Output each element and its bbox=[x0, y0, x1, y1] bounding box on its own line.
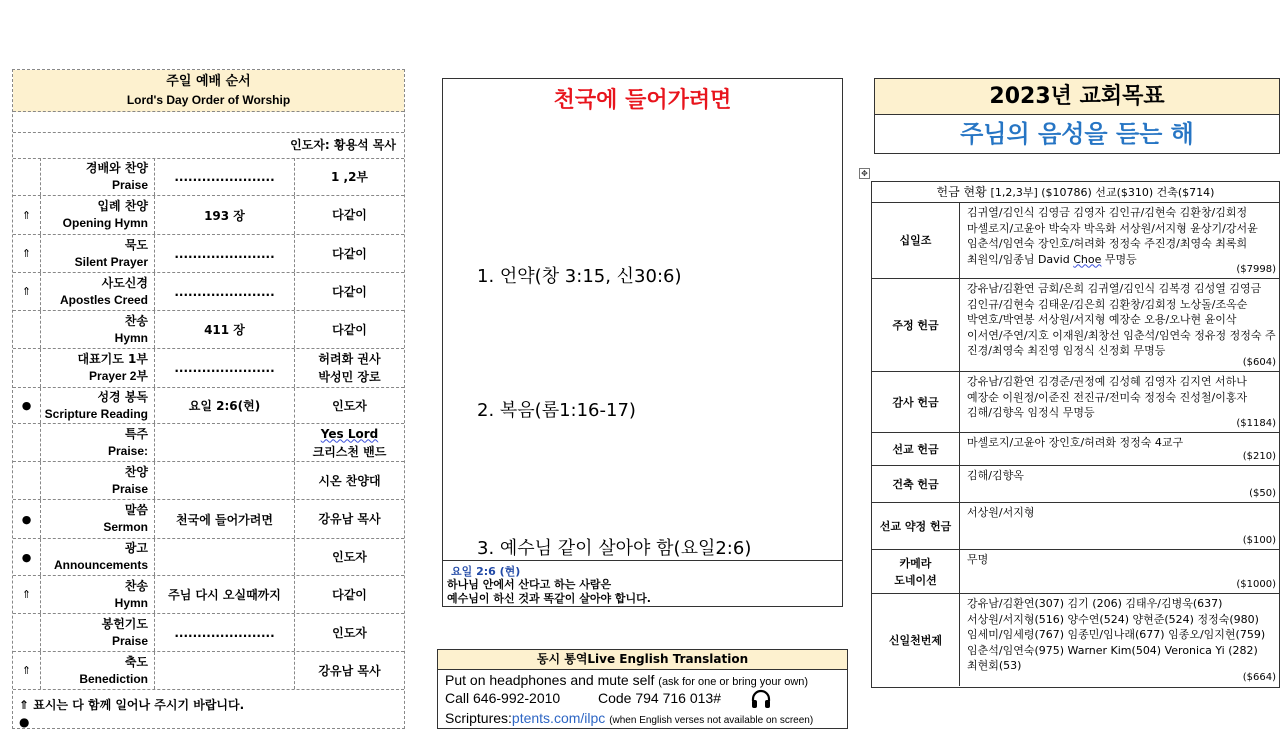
worship-row bbox=[13, 539, 404, 576]
donor-line: 강유남/김환연(307) 김기 (206) 김태우/김병욱(637) bbox=[967, 597, 1223, 610]
worship-item-leader bbox=[295, 235, 404, 272]
worship-item-detail bbox=[155, 462, 295, 499]
worship-item-leader-1: 인도자 bbox=[332, 398, 367, 413]
offering-donors bbox=[960, 279, 1279, 371]
worship-item-leader bbox=[295, 349, 404, 387]
offering-header bbox=[872, 182, 1279, 203]
offering-category-label: 십일조 bbox=[899, 234, 932, 247]
donor-line: 임춘석/임연숙(975) Warner Kim(504) Veronica Yi (282) bbox=[967, 643, 1258, 657]
worship-item-leader bbox=[295, 614, 404, 651]
worship-item-detail: 요일 2:6(현) bbox=[155, 388, 295, 423]
worship-item-leader-2: 박성민 장로 bbox=[318, 370, 381, 384]
worship-item-name bbox=[41, 158, 155, 195]
empty-icon-cell bbox=[13, 349, 41, 387]
worship-item-name bbox=[41, 614, 155, 651]
worship-item-name bbox=[41, 462, 155, 499]
offering-amount: ($100) bbox=[1242, 534, 1276, 546]
worship-item-name-en: Hymn bbox=[114, 330, 148, 345]
donor-line: 최원익/임종님 David Choe 무명등 bbox=[967, 252, 1137, 266]
church-goal-box bbox=[874, 78, 1280, 154]
offering-category bbox=[872, 433, 960, 465]
worship-item-name-en: Apostles Creed bbox=[59, 292, 148, 307]
donor-line: 마셀로지/고윤아 장인호/허려화 정정숙 4교구 bbox=[967, 436, 1184, 449]
sermon-point-1: 1. 언약(창 3:15, 신30:6) bbox=[477, 266, 682, 287]
worship-item-name bbox=[41, 424, 155, 461]
donor-line: 박연호/박연봉 서상원/서지형 예장순 오용/오나현 윤이삭 bbox=[967, 313, 1237, 326]
worship-item-leader-1: 허려화 권사 bbox=[318, 352, 381, 366]
sermon-point-2: 2. 복음(롬1:16-17) bbox=[477, 400, 636, 421]
translation-box bbox=[437, 649, 848, 729]
worship-row bbox=[13, 349, 404, 388]
donor-line: 김인규/김현숙 김태운/김은희 김환창/김회정 노상돌/조옥순 bbox=[967, 297, 1248, 311]
offering-category-label: 감사 헌금 bbox=[892, 395, 939, 409]
offering-amount: ($1000) bbox=[1236, 578, 1276, 590]
offering-row bbox=[872, 503, 1279, 550]
order-of-worship-table bbox=[12, 69, 405, 729]
offering-row bbox=[872, 203, 1279, 279]
empty-icon-cell bbox=[13, 462, 41, 499]
worship-row bbox=[13, 311, 404, 349]
worship-row bbox=[13, 158, 404, 196]
worship-item-leader-1: 다같이 bbox=[332, 587, 367, 602]
empty-icon-cell bbox=[13, 614, 41, 651]
worship-item-name bbox=[41, 311, 155, 348]
worship-item-leader bbox=[295, 576, 404, 613]
worship-item-name-en: Praise bbox=[111, 481, 148, 496]
worship-item-name-ko: 묵도 bbox=[124, 237, 148, 252]
worship-item-leader-1: 시온 찬양대 bbox=[318, 473, 381, 488]
worship-item-name-ko: 사도신경 bbox=[101, 275, 148, 290]
worship-title-ko: 주일 예배 순서 bbox=[166, 74, 251, 89]
worship-item-name-en: Silent Prayer bbox=[74, 254, 148, 269]
translation-instruction bbox=[445, 672, 808, 688]
offering-category-label: 카메라 bbox=[899, 556, 932, 570]
worship-item-detail: 193 장 bbox=[155, 196, 295, 234]
call-code: Code 794 716 013# bbox=[597, 690, 721, 706]
donor-line: 무명 bbox=[967, 553, 989, 566]
worship-item-name-en: Sermon bbox=[103, 520, 148, 534]
worship-row bbox=[13, 196, 404, 235]
offering-header-summary: [1,2,3부] ($10786) 선교($310) 건축($714) bbox=[990, 186, 1215, 199]
donor-line: 임세미/임세령(767) 임종민/임나래(677) 임종오/임지현(759) bbox=[967, 628, 1266, 641]
worship-leader: 인도자: 황용석 목사 bbox=[13, 133, 404, 159]
worship-item-name-en: Hymn bbox=[114, 595, 148, 610]
worship-item-name bbox=[41, 500, 155, 538]
goal-motto: 주님의 음성을 듣는 해 bbox=[960, 120, 1194, 148]
worship-item-name-ko: 봉헌기도 bbox=[101, 616, 148, 631]
offering-amount: ($604) bbox=[1242, 356, 1276, 368]
worship-item-name-en: Opening Hymn bbox=[62, 216, 148, 230]
offering-category bbox=[872, 503, 960, 549]
donor-line: 임춘석/임연숙 장인호/허려화 정정숙 주진경/최영숙 최록희 bbox=[967, 237, 1248, 250]
worship-item-leader bbox=[295, 311, 404, 348]
donor-line: 김귀열/김인식 김영금 김영자 김인규/김현숙 김환창/김회정 bbox=[967, 206, 1248, 219]
worship-item-leader-1: 다같이 bbox=[332, 322, 367, 337]
worship-item-leader-2: 크리스천 밴드 bbox=[312, 444, 387, 459]
offering-category bbox=[872, 466, 960, 502]
worship-item-detail: ...................... bbox=[155, 235, 295, 272]
offering-donors bbox=[960, 594, 1279, 686]
donor-line: 진경/최영숙 최진영 임정식 신정회 무명등 bbox=[967, 344, 1166, 357]
worship-item-name bbox=[41, 235, 155, 272]
offering-donors bbox=[960, 466, 1279, 502]
scriptures-note: (when English verses not available on screen) bbox=[609, 715, 814, 726]
sermon-point-3: 3. 예수님 같이 살아야 함(요일2:6) bbox=[477, 538, 752, 559]
worship-item-leader bbox=[295, 388, 404, 423]
worship-item-name-en: Announcements bbox=[53, 558, 148, 572]
offering-row bbox=[872, 466, 1279, 503]
worship-blank-row bbox=[13, 112, 404, 133]
worship-item-leader bbox=[295, 500, 404, 538]
donor-line: 김해/김향옥 bbox=[967, 469, 1024, 482]
worship-item-name-en: Prayer 2부 bbox=[89, 369, 148, 383]
worship-item-detail bbox=[155, 652, 295, 689]
headphones-icon: ● bbox=[13, 539, 41, 575]
worship-item-name-ko: 입례 찬양 bbox=[97, 199, 148, 213]
worship-item-name-ko: 광고 bbox=[124, 541, 148, 555]
worship-item-name-ko: 말씀 bbox=[124, 503, 148, 517]
worship-item-detail: 천국에 들어가려면 bbox=[155, 500, 295, 538]
empty-icon-cell bbox=[13, 158, 41, 195]
worship-item-name-ko: 찬송 bbox=[124, 578, 148, 593]
worship-item-leader-1: 인도자 bbox=[332, 550, 367, 564]
worship-item-name bbox=[41, 349, 155, 387]
instruction-note: (ask for one or bring your own) bbox=[658, 676, 809, 688]
offering-row bbox=[872, 594, 1279, 686]
worship-item-leader-1: 강유남 목사 bbox=[318, 512, 381, 526]
verse-line-2: 예수님이 하신 것과 똑같이 살아야 합니다. bbox=[447, 592, 651, 605]
worship-footnote bbox=[19, 696, 244, 713]
worship-item-name-ko: 특주 bbox=[124, 426, 148, 441]
worship-item-name bbox=[41, 273, 155, 310]
donor-line: 강유남/김환연 김경준/권정예 김성혜 김영자 김지연 서하나 bbox=[967, 375, 1247, 388]
worship-item-name-ko: 찬양 bbox=[124, 464, 148, 479]
offering-category-label: 선교 약정 헌금 bbox=[879, 519, 952, 533]
donor-line: 김해/김향옥 임정식 무명등 bbox=[967, 406, 1095, 419]
offering-row bbox=[872, 550, 1279, 594]
offering-row bbox=[872, 433, 1279, 466]
call-number: Call 646-992-2010 bbox=[445, 690, 561, 706]
offering-amount: ($7998) bbox=[1236, 263, 1276, 275]
offering-amount: ($210) bbox=[1242, 450, 1276, 462]
worship-footnote-cut bbox=[19, 715, 29, 729]
worship-row bbox=[13, 500, 404, 539]
worship-item-leader-1: 다같이 bbox=[332, 284, 367, 299]
offering-amount: ($1184) bbox=[1236, 417, 1276, 429]
footnote-text: 표시는 다 함께 일어나 주시기 바랍니다. bbox=[33, 698, 245, 712]
worship-item-leader bbox=[295, 196, 404, 234]
offering-donors bbox=[960, 433, 1279, 465]
worship-item-leader bbox=[295, 158, 404, 195]
donor-line: 마셀로지/고윤아 박숙자 박옥화 서상원/서지형 윤상기/강서윤 bbox=[967, 221, 1258, 235]
worship-item-detail bbox=[155, 424, 295, 461]
offering-category bbox=[872, 594, 960, 686]
worship-item-name-ko: 축도 bbox=[124, 654, 148, 669]
worship-item-detail: 411 장 bbox=[155, 311, 295, 348]
offering-header-title: 헌금 현황 bbox=[936, 185, 987, 199]
headphones-icon: ● bbox=[13, 500, 41, 538]
worship-row bbox=[13, 424, 404, 462]
empty-icon-cell bbox=[13, 311, 41, 348]
offering-donors bbox=[960, 550, 1279, 593]
worship-item-leader bbox=[295, 273, 404, 310]
headphones-icon: ● bbox=[19, 715, 30, 729]
worship-item-name-en: Benediction bbox=[79, 671, 148, 686]
donor-line: 서상원/서지형(516) 양수연(524) 양현준(524) 정정숙(980) bbox=[967, 612, 1259, 626]
worship-item-name-en: Praise: bbox=[107, 443, 148, 458]
worship-item-leader-1: 1 ,2부 bbox=[330, 169, 369, 184]
translation-call bbox=[445, 690, 721, 706]
worship-item-name bbox=[41, 652, 155, 689]
worship-item-name bbox=[41, 196, 155, 234]
scriptures-label: Scriptures: bbox=[445, 710, 512, 726]
offering-category bbox=[872, 203, 960, 278]
worship-row bbox=[13, 235, 404, 273]
worship-row bbox=[13, 462, 404, 500]
verse-divider bbox=[443, 560, 842, 561]
worship-item-name bbox=[41, 388, 155, 423]
worship-item-name-ko: 대표기도 1부 bbox=[77, 352, 148, 366]
worship-item-leader bbox=[295, 652, 404, 689]
standing-icon: ⇑ bbox=[19, 698, 30, 712]
headphones-icon: ● bbox=[13, 388, 41, 423]
translation-scriptures bbox=[445, 710, 813, 726]
stand-up-icon: ⇑ bbox=[13, 652, 41, 689]
worship-item-name-ko: 찬송 bbox=[124, 313, 148, 328]
worship-item-detail: 주님 다시 오실때까지 bbox=[155, 576, 295, 613]
offering-row bbox=[872, 279, 1279, 372]
worship-item-leader-1: 강유남 목사 bbox=[318, 663, 381, 678]
worship-row bbox=[13, 652, 404, 690]
empty-icon-cell bbox=[13, 424, 41, 461]
sermon-panel bbox=[442, 78, 843, 607]
translation-header: 동시 통역Live English Translation bbox=[438, 650, 847, 670]
worship-item-name bbox=[41, 576, 155, 613]
donor-line: 강유남/김환연 금회/은희 김귀열/김인식 김복경 김성열 김영금 bbox=[967, 282, 1262, 295]
instruction-text: Put on headphones and mute self bbox=[445, 672, 655, 688]
offering-donors bbox=[960, 372, 1279, 432]
worship-item-detail bbox=[155, 539, 295, 575]
headphones-icon bbox=[750, 688, 772, 710]
offering-category-label: 주정 헌금 bbox=[892, 318, 939, 332]
offering-category bbox=[872, 372, 960, 432]
worship-item-detail: ...................... bbox=[155, 349, 295, 387]
worship-item-leader-1: 다같이 bbox=[332, 208, 367, 222]
worship-item-detail: ...................... bbox=[155, 273, 295, 310]
offering-category-label: 선교 헌금 bbox=[892, 442, 939, 456]
worship-item-leader bbox=[295, 424, 404, 461]
worship-item-leader-1: 인도자 bbox=[332, 625, 367, 640]
worship-row bbox=[13, 576, 404, 614]
offering-category bbox=[872, 550, 960, 593]
worship-item-leader bbox=[295, 539, 404, 575]
worship-item-name-en: Praise bbox=[111, 177, 148, 192]
table-move-handle-icon[interactable]: ✥ bbox=[859, 168, 870, 179]
worship-row bbox=[13, 388, 404, 424]
worship-header bbox=[13, 70, 404, 112]
worship-item-name-ko: 경배와 찬양 bbox=[85, 160, 148, 175]
offering-table bbox=[871, 181, 1280, 688]
worship-title-en: Lord's Day Order of Worship bbox=[126, 93, 291, 107]
goal-year-title: 2023년 교회목표 bbox=[875, 79, 1279, 115]
stand-up-icon: ⇑ bbox=[13, 196, 41, 234]
verse-line-1: 하나님 안에서 산다고 하는 사람은 bbox=[447, 578, 612, 591]
stand-up-icon: ⇑ bbox=[13, 273, 41, 310]
scriptures-link[interactable]: ptents.com/ilpc bbox=[511, 710, 606, 726]
donor-line: 서상원/서지형 bbox=[967, 506, 1035, 519]
offering-category-label: 신일천번제 bbox=[888, 633, 943, 647]
worship-item-detail: ...................... bbox=[155, 158, 295, 195]
donor-line: 이서연/주연/지호 이재원/최창선 임춘석/임연숙 정유정 정정숙 주 bbox=[967, 328, 1276, 342]
verse-text bbox=[447, 578, 651, 606]
offering-row bbox=[872, 372, 1279, 433]
offering-category bbox=[872, 279, 960, 371]
worship-row bbox=[13, 273, 404, 311]
worship-item-leader-1: Yes Lord bbox=[320, 426, 379, 441]
offering-amount: ($664) bbox=[1242, 671, 1276, 683]
worship-item-leader bbox=[295, 462, 404, 499]
offering-category-label-2: 도네이션 bbox=[894, 573, 937, 587]
offering-category-label: 건축 헌금 bbox=[892, 477, 939, 491]
worship-item-name-ko: 성경 봉독 bbox=[97, 389, 148, 404]
worship-item-name-en: Praise bbox=[111, 633, 148, 648]
verse-reference: 요일 2:6 (현) bbox=[451, 565, 521, 578]
worship-item-name-en: Scripture Reading bbox=[44, 406, 148, 421]
worship-item-detail: ...................... bbox=[155, 614, 295, 651]
worship-row bbox=[13, 614, 404, 652]
offering-donors bbox=[960, 503, 1279, 549]
donor-line: 예장순 이원정/이준진 전진규/전미숙 정정숙 진성철/이홍자 bbox=[967, 390, 1248, 404]
offering-donors bbox=[960, 203, 1279, 278]
stand-up-icon: ⇑ bbox=[13, 576, 41, 613]
sermon-title: 천국에 들어가려면 bbox=[553, 88, 732, 113]
worship-item-leader-1: 다같이 bbox=[332, 246, 367, 261]
offering-amount: ($50) bbox=[1249, 487, 1276, 499]
stand-up-icon: ⇑ bbox=[13, 235, 41, 272]
worship-item-name bbox=[41, 539, 155, 575]
donor-line: 최현회(53) bbox=[967, 659, 1022, 672]
